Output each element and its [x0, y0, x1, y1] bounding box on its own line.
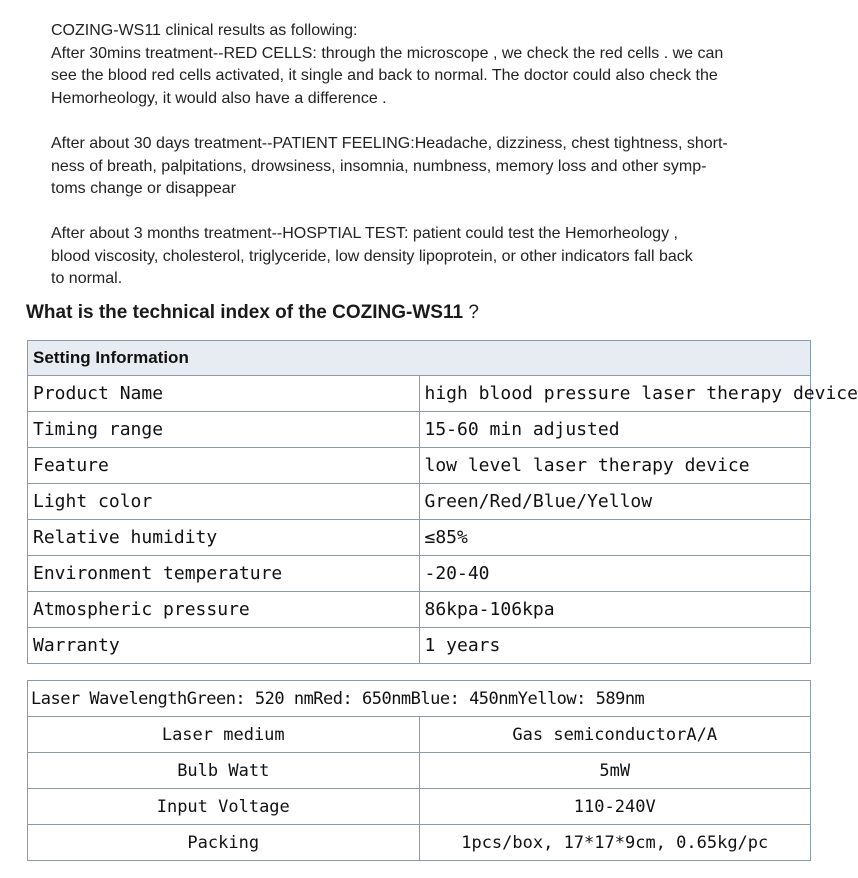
row-value-input-voltage: 110-240V: [419, 789, 811, 825]
intro-paragraph-red-cells: COZING-WS11 clinical results as following: After 30mins treatment--RED CELLS: through the microscope , we check the red cells . we can see the blood red cells activated, it single and back to normal. The doctor could also check the Hemorheology, it would also have a difference .: [51, 22, 724, 107]
table-row: [28, 628, 811, 664]
row-value-product-name: high blood pressure laser therapy device: [419, 376, 811, 412]
table-row: [28, 753, 811, 789]
row-label-packing: Packing: [28, 825, 420, 861]
row-label-input-voltage: Input Voltage: [28, 789, 420, 825]
laser-table: [27, 680, 811, 861]
technical-index-heading: [26, 302, 479, 324]
intro-paragraph-patient-feeling: After about 30 days treatment--PATIENT FEELING:Headache, dizziness, chest tightness, short- ness of breath, palpitations, drowsiness, insomnia, numbness, memory loss and other symp- toms change or disappear: [51, 135, 728, 197]
table-row: [28, 520, 811, 556]
row-label-product-name: Product Name: [28, 376, 420, 412]
table-row: [28, 825, 811, 861]
settings-table-header-row: [28, 341, 811, 376]
table-row: [28, 789, 811, 825]
row-value-relative-humidity: ≤85%: [419, 520, 811, 556]
row-label-bulb-watt: Bulb Watt: [28, 753, 420, 789]
row-value-bulb-watt: 5mW: [419, 753, 811, 789]
laser-wavelength-cell: Laser WavelengthGreen: 520 nmRed: 650nmBlue: 450nmYellow: 589nm: [28, 681, 811, 717]
row-label-light-color: Light color: [28, 484, 420, 520]
row-value-timing-range: 15-60 min adjusted: [419, 412, 811, 448]
row-value-feature: low level laser therapy device: [419, 448, 811, 484]
intro-paragraph-hospital-test: After about 3 months treatment--HOSPTIAL TEST: patient could test the Hemorheology , blood viscosity, cholesterol, triglyceride, low density lipoprotein, or other indicators fall back to normal.: [51, 225, 693, 287]
settings-table: [27, 340, 858, 664]
table-row: [28, 592, 811, 628]
row-label-relative-humidity: Relative humidity: [28, 520, 420, 556]
table-row: [28, 484, 811, 520]
row-label-feature: Feature: [28, 448, 420, 484]
row-label-environment-temperature: Environment temperature: [28, 556, 420, 592]
row-value-laser-medium: Gas semiconductorA/A: [419, 717, 811, 753]
row-value-light-color: Green/Red/Blue/Yellow: [419, 484, 811, 520]
table-row: [28, 717, 811, 753]
row-value-packing: 1pcs/box, 17*17*9cm, 0.65kg/pc: [419, 825, 811, 861]
table-row: [28, 376, 811, 412]
heading-text: What is the technical index of the COZING-WS11: [26, 302, 464, 323]
row-label-atmospheric-pressure: Atmospheric pressure: [28, 592, 420, 628]
row-label-warranty: Warranty: [28, 628, 420, 664]
row-label-laser-medium: Laser medium: [28, 717, 420, 753]
table-row: [28, 448, 811, 484]
table-row: [28, 412, 811, 448]
row-value-warranty: 1 years: [419, 628, 811, 664]
row-value-atmospheric-pressure: 86kpa-106kpa: [419, 592, 811, 628]
table-row: [28, 556, 811, 592]
row-label-timing-range: Timing range: [28, 412, 420, 448]
row-value-environment-temperature: -20-40: [419, 556, 811, 592]
laser-wavelength-row: [28, 681, 811, 717]
settings-table-header: Setting Information: [28, 341, 811, 376]
heading-question-mark: ?: [468, 302, 479, 323]
